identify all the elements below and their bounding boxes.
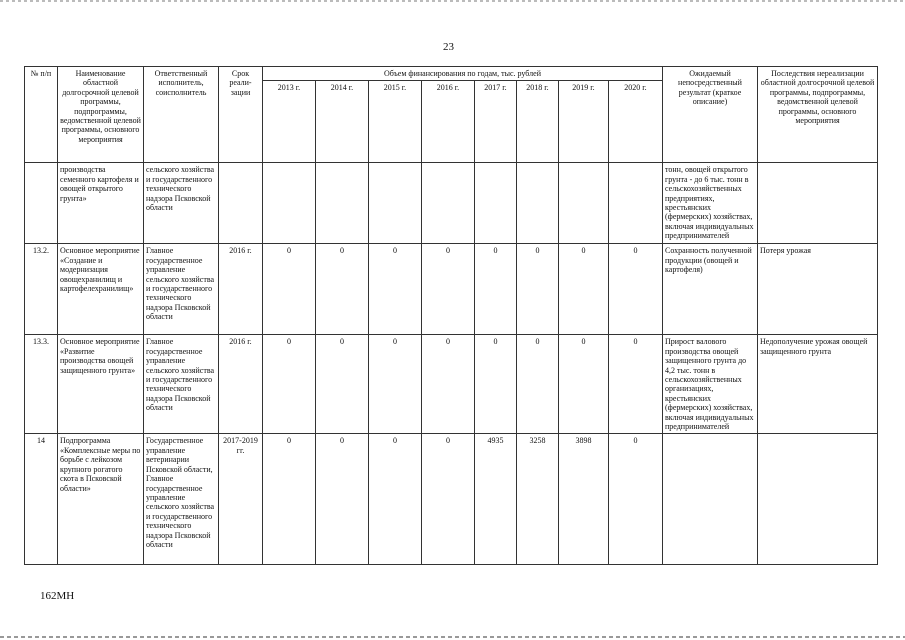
header-year-2020: 2020 г. xyxy=(609,81,663,163)
value-2016: 0 xyxy=(422,434,475,565)
header-year-2019: 2019 г. xyxy=(559,81,609,163)
value-2013: 0 xyxy=(263,434,316,565)
row-num xyxy=(25,163,58,244)
footer-document-code: 162МН xyxy=(40,590,75,602)
row-executor: Главное государственное управление сельского хозяйства и государственного технического надзора Псковской области xyxy=(144,244,219,335)
row-executor: сельского хозяйства и государственного технического надзора Псковской области xyxy=(144,163,219,244)
value-2017 xyxy=(475,163,517,244)
value-2014: 0 xyxy=(316,244,369,335)
header-year-2013: 2013 г. xyxy=(263,81,316,163)
value-2014 xyxy=(316,163,369,244)
value-2018: 3258 xyxy=(517,434,559,565)
row-num: 13.2. xyxy=(25,244,58,335)
header-consequence: Последствия нереализации областной долгосрочной целевой программы, подпрограммы, ведомственной целевой программы, основного мероприятия xyxy=(758,67,878,163)
row-consequence xyxy=(758,163,878,244)
row-result: Сохранность полученной продукции (овощей и картофеля) xyxy=(663,244,758,335)
row-executor: Главное государственное управление сельского хозяйства и государственного технического надзора Псковской области xyxy=(144,335,219,434)
row-result: Прирост валового производства овощей защищенного грунта до 4,2 тыс. тонн в сельскохозяйственных организациях, крестьянских (фермерских) хозяйствах, включая индивидуальных предпринимателей xyxy=(663,335,758,434)
row-consequence: Потеря урожая xyxy=(758,244,878,335)
value-2017: 0 xyxy=(475,335,517,434)
row-consequence xyxy=(758,434,878,565)
value-2017: 0 xyxy=(475,244,517,335)
header-year-2016: 2016 г. xyxy=(422,81,475,163)
row-term: 2016 г. xyxy=(219,335,263,434)
header-year-2014: 2014 г. xyxy=(316,81,369,163)
value-2018: 0 xyxy=(517,244,559,335)
value-2020: 0 xyxy=(609,434,663,565)
value-2015: 0 xyxy=(369,434,422,565)
row-term: 2017-2019 гг. xyxy=(219,434,263,565)
row-term xyxy=(219,163,263,244)
scan-edge-top xyxy=(0,0,905,2)
row-name: производства семенного картофеля и овощей открытого грунта» xyxy=(58,163,144,244)
row-term: 2016 г. xyxy=(219,244,263,335)
row-name: Основное мероприятие «Создание и модернизация овощехранилищ и картофелехранилищ» xyxy=(58,244,144,335)
page-number: 23 xyxy=(443,41,454,53)
table-row xyxy=(25,434,878,565)
value-2014: 0 xyxy=(316,434,369,565)
value-2013 xyxy=(263,163,316,244)
value-2014: 0 xyxy=(316,335,369,434)
header-name: Наименование областной долгосрочной целевой программы, подпрограммы, ведомственной целевой программы, основного мероприятия xyxy=(58,67,144,163)
row-result xyxy=(663,434,758,565)
value-2019: 3898 xyxy=(559,434,609,565)
header-executor: Ответственный исполнитель, соисполнитель xyxy=(144,67,219,163)
header-term: Срок реали-зации xyxy=(219,67,263,163)
value-2016: 0 xyxy=(422,335,475,434)
value-2019: 0 xyxy=(559,244,609,335)
value-2015 xyxy=(369,163,422,244)
row-num: 14 xyxy=(25,434,58,565)
header-num: № п/п xyxy=(25,67,58,163)
header-year-2015: 2015 г. xyxy=(369,81,422,163)
value-2020: 0 xyxy=(609,335,663,434)
table-row xyxy=(25,163,878,244)
header-year-2017: 2017 г. xyxy=(475,81,517,163)
value-2020 xyxy=(609,163,663,244)
table-row xyxy=(25,335,878,434)
header-row xyxy=(25,67,878,81)
scan-edge-bottom xyxy=(0,636,905,638)
header-funding: Объем финансирования по годам, тыс. рублей xyxy=(263,67,663,81)
value-2017: 4935 xyxy=(475,434,517,565)
header-year-2018: 2018 г. xyxy=(517,81,559,163)
value-2013: 0 xyxy=(263,244,316,335)
value-2018 xyxy=(517,163,559,244)
row-name: Основное мероприятие «Развитие производства овощей защищенного грунта» xyxy=(58,335,144,434)
value-2020: 0 xyxy=(609,244,663,335)
value-2016 xyxy=(422,163,475,244)
value-2018: 0 xyxy=(517,335,559,434)
value-2019: 0 xyxy=(559,335,609,434)
row-num: 13.3. xyxy=(25,335,58,434)
value-2015: 0 xyxy=(369,244,422,335)
row-executor: Государственное управление ветеринарии Псковской области, Главное государственное управление сельского хозяйства и государственного технического надзора Псковской области xyxy=(144,434,219,565)
value-2013: 0 xyxy=(263,335,316,434)
row-name: Подпрограмма «Комплексные меры по борьбе с лейкозом крупного рогатого скота в Псковской области» xyxy=(58,434,144,565)
value-2016: 0 xyxy=(422,244,475,335)
row-result: тонн, овощей открытого грунта - до 6 тыс. тонн в сельскохозяйственных предприятиях, крестьянских (фермерских) хозяйствах, включая индивидуальных предпринимателей xyxy=(663,163,758,244)
value-2019 xyxy=(559,163,609,244)
header-result: Ожидаемый непосредственный результат (краткое описание) xyxy=(663,67,758,163)
value-2015: 0 xyxy=(369,335,422,434)
row-consequence: Недополучение урожая овощей защищенного грунта xyxy=(758,335,878,434)
table-row xyxy=(25,244,878,335)
funding-table xyxy=(24,66,878,565)
